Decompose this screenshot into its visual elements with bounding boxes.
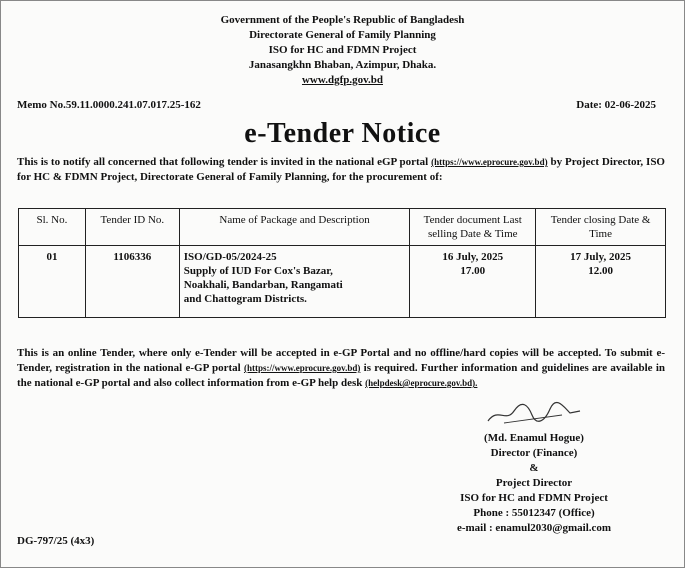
header-line-project: ISO for HC and FDMN Project <box>268 44 417 56</box>
package-line: and Chattogram Districts. <box>183 293 307 305</box>
signature-scribble <box>484 401 584 427</box>
signature-ampersand: & <box>529 462 539 474</box>
intro-text-end: by Project Director, ISO for HC & FDMN Project, Directorate General of Family Planning, for the procurement of: <box>17 156 665 183</box>
advertisement-code: DG-797/25 (4x3) <box>17 535 95 547</box>
signatory-email: e-mail : enamul2030@gmail.com <box>456 522 612 534</box>
package-code: ISO/GD-05/2024-25 <box>183 251 277 263</box>
tender-table <box>18 208 666 318</box>
signatory-phone: Phone : 55012347 (Office) <box>473 507 595 519</box>
closing-date: 17 July, 2025 <box>570 251 631 263</box>
notice-date: Date: 02-06-2025 <box>576 99 656 111</box>
signatory-project: ISO for HC and FDMN Project <box>460 492 608 504</box>
column-header-last-selling: Tender document Last selling Date & Time <box>410 209 536 246</box>
column-header-tender-id: Tender ID No. <box>85 209 179 246</box>
header-line-government: Government of the People's Republic of Bangladesh <box>220 14 465 26</box>
last-selling-date: 16 July, 2025 <box>442 251 504 263</box>
header-line-address: Janasangkhn Bhaban, Azimpur, Dhaka. <box>248 59 437 71</box>
column-header-closing: Tender closing Date & Time <box>536 209 666 246</box>
last-selling-time: 17.00 <box>460 265 486 277</box>
signature-block <box>419 431 649 536</box>
header-website-link[interactable]: www.dgfp.gov.bd <box>301 74 383 86</box>
package-line: Noakhali, Bandarban, Rangamati <box>183 279 343 291</box>
instructions-text-end: is required. Further information and guidelines are available in the national e-GP portal and also collect information from e-GP help desk <box>17 362 666 389</box>
header-line-directorate: Directorate General of Family Planning <box>249 29 436 41</box>
memo-number: Memo No.59.11.0000.241.07.017.25-162 <box>17 99 201 111</box>
cell-package-description <box>179 246 410 318</box>
intro-text-start: This is to notify all concerned that following tender is invited in the national eGP portal <box>17 156 432 168</box>
intro-paragraph <box>17 155 665 185</box>
cell-closing <box>536 246 666 318</box>
package-line: Supply of IUD For Cox's Bazar, <box>183 265 333 277</box>
letterhead <box>1 13 684 88</box>
signatory-title: Project Director <box>495 477 573 489</box>
closing-time: 12.00 <box>588 265 613 277</box>
eprocure-link[interactable]: (https://www.eprocure.gov.bd) <box>431 157 548 167</box>
notice-title: e-Tender Notice <box>244 118 441 149</box>
signatory-designation: Director (Finance) <box>490 447 578 459</box>
signatory-name: (Md. Enamul Hogue) <box>484 432 584 444</box>
instructions-text-start: This is an online Tender, where only e-Tender will be accepted in e-GP Portal and no offline/hard copies will be accepted. To submit e-Tender, registration in the national e-GP portal <box>17 347 665 374</box>
table-row <box>19 246 666 318</box>
cell-last-selling <box>410 246 536 318</box>
table-header-row <box>19 209 666 246</box>
cell-sl-no: 01 <box>19 246 86 318</box>
cell-tender-id: 1106336 <box>85 246 179 318</box>
instructions-paragraph <box>17 346 665 391</box>
column-header-package: Name of Package and Description <box>179 209 410 246</box>
column-header-sl-no: Sl. No. <box>19 209 86 246</box>
helpdesk-email-link[interactable]: (helpdesk@eprocure.gov.bd). <box>365 378 478 388</box>
eprocure-registration-link[interactable]: (https://www.eprocure.gov.bd) <box>243 363 361 373</box>
